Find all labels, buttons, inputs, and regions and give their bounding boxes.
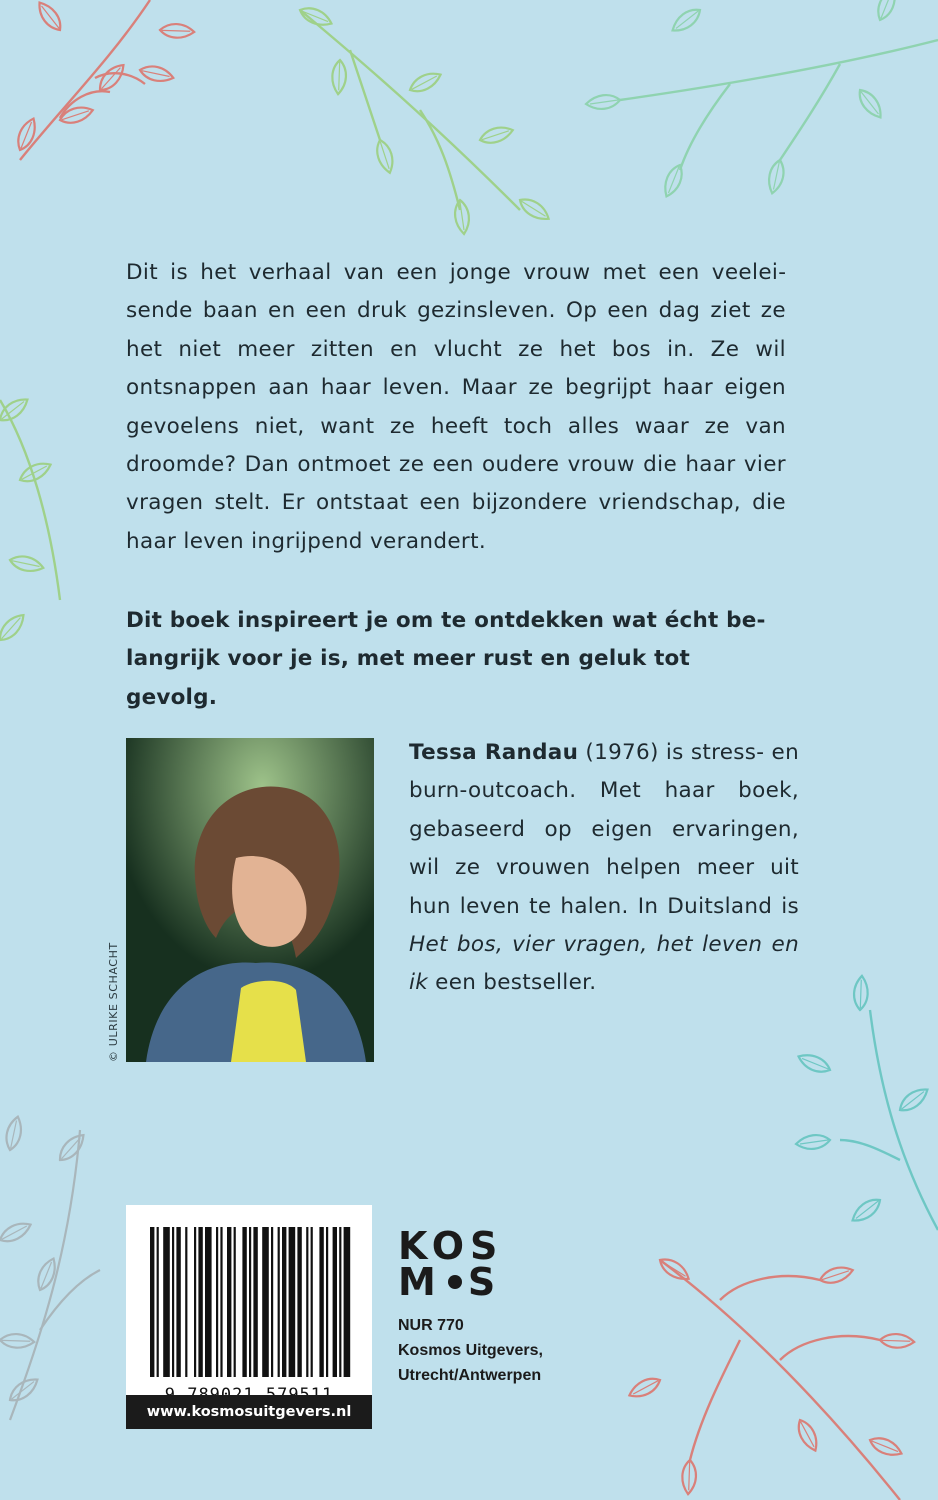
barcode-bar bbox=[163, 1227, 170, 1377]
barcode-bar bbox=[234, 1227, 236, 1377]
publisher-name: Kosmos Uitgevers, bbox=[398, 1342, 543, 1359]
barcode-bar bbox=[278, 1227, 280, 1377]
logo-letter-m: M bbox=[398, 1260, 442, 1304]
leaf-sprig-teal-top-right bbox=[586, 0, 938, 199]
leaf-sprig-green-left bbox=[0, 395, 60, 644]
publisher-info bbox=[398, 1313, 543, 1388]
barcode-bar bbox=[262, 1227, 269, 1377]
barcode-bar bbox=[339, 1227, 341, 1377]
barcode-bar bbox=[227, 1227, 231, 1377]
barcode-bars bbox=[136, 1223, 362, 1383]
back-cover-blurb: Dit is het verhaal van een jonge vrouw met een veeleisende baan en een druk gezinsleven. Op een dag ziet ze het niet meer zitten en vlucht ze het bos in. Ze wil ontsnappen aan haar leven. Maar ze begrijpt haar eigen gevoelens niet, want ze heeft toch alles waar ze van droomde? Dan ontmoet ze een oudere vrouw die haar vier vragen stelt. Er ontstaat een bijzondere vriendschap, die haar leven ingrijpend verandert. bbox=[126, 260, 786, 554]
nur-code: NUR 770 bbox=[398, 1317, 464, 1334]
photo-credit: © ULRIKE SCHACHT bbox=[107, 942, 120, 1062]
barcode-bar bbox=[150, 1227, 154, 1377]
barcode-bar bbox=[333, 1227, 337, 1377]
barcode-bar bbox=[242, 1227, 246, 1377]
leaf-sprig-green-top bbox=[298, 2, 552, 234]
back-cover-tagline: Dit boek inspireert je om te ontdekken wat écht belangrijk voor je is, met meer rust en geluk tot gevolg. bbox=[126, 608, 766, 710]
barcode-bar bbox=[344, 1227, 351, 1377]
barcode-bar bbox=[176, 1227, 180, 1377]
barcode-bar bbox=[157, 1227, 159, 1377]
author-name: Tessa Randau bbox=[409, 740, 579, 765]
author-photo bbox=[126, 738, 374, 1062]
publisher-url[interactable]: www.kosmosuitgevers.nl bbox=[126, 1395, 372, 1429]
barcode-bar bbox=[289, 1227, 296, 1377]
barcode-bar bbox=[198, 1227, 202, 1377]
barcode-bar bbox=[172, 1227, 174, 1377]
barcode-bar bbox=[326, 1227, 328, 1377]
logo-dot bbox=[448, 1275, 462, 1289]
barcode-bar bbox=[185, 1227, 187, 1377]
author-photo-illustration bbox=[126, 738, 374, 1062]
barcode-bar bbox=[194, 1227, 196, 1377]
leaf-sprig-red-bottom-right bbox=[626, 1253, 915, 1500]
author-bio-text-2: een bestseller. bbox=[428, 970, 597, 996]
leaf-sprig-red-top-left bbox=[12, 0, 195, 160]
leaf-sprig-grey-bottom-left bbox=[0, 1115, 100, 1420]
barcode-bar bbox=[253, 1227, 257, 1377]
barcode-bar bbox=[297, 1227, 301, 1377]
book-title: Het bos, vier vragen, het leven en ik bbox=[409, 932, 799, 996]
barcode-bar bbox=[306, 1227, 308, 1377]
barcode-bar bbox=[249, 1227, 251, 1377]
barcode-bar bbox=[216, 1227, 218, 1377]
publisher-location: Utrecht/Antwerpen bbox=[398, 1367, 542, 1384]
kosmos-logo bbox=[398, 1224, 504, 1304]
leaf-sprig-teal-right bbox=[796, 975, 938, 1230]
barcode-bar bbox=[220, 1227, 222, 1377]
barcode-bar bbox=[205, 1227, 212, 1377]
author-bio-text-1: (1976) is stress- en burn-outcoach. Met haar boek, gebaseerd op eigen ervaringen, wil ze vrouwen helpen meer uit hun leven te halen. In Duitsland is bbox=[409, 740, 800, 919]
barcode-bar bbox=[319, 1227, 323, 1377]
barcode-bar bbox=[271, 1227, 273, 1377]
barcode-bar bbox=[282, 1227, 286, 1377]
author-bio bbox=[409, 734, 799, 1003]
logo-line-2 bbox=[398, 1260, 503, 1304]
logo-letter-s: S bbox=[467, 1260, 502, 1304]
logo-line-1: KOS bbox=[398, 1224, 504, 1268]
barcode-bar bbox=[311, 1227, 313, 1377]
